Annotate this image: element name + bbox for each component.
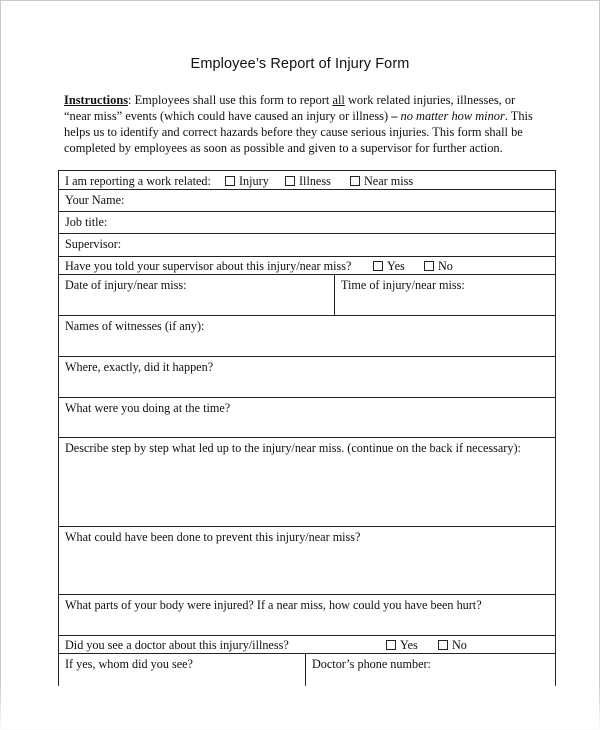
describe-label: Describe step by step what led up to the injury/near miss. (continue on the back if necessary): <box>65 441 521 455</box>
doctor-yes-label: Yes <box>400 638 418 652</box>
instructions-paragraph <box>64 92 542 156</box>
told-yes-option[interactable] <box>373 259 405 274</box>
prevent-field[interactable] <box>59 527 555 595</box>
describe-field[interactable] <box>59 438 555 527</box>
reporting-type-row <box>59 171 555 190</box>
date-of-injury-label: Date of injury/near miss: <box>65 278 187 292</box>
doctor-phone-label: Doctor’s phone number: <box>312 657 431 671</box>
body-parts-label: What parts of your body were injured? If a near miss, how could you have been hurt? <box>65 598 482 612</box>
instructions-text-2: work related injuries, illnesses, or “near miss” events (which could have caused an injury or illness) <box>64 93 516 123</box>
time-of-injury-field[interactable] <box>334 275 555 315</box>
where-field[interactable] <box>59 357 555 398</box>
injury-option[interactable] <box>225 174 269 189</box>
instructions-all: all <box>332 93 345 107</box>
where-label: Where, exactly, did it happen? <box>65 360 214 374</box>
job-title-field[interactable] <box>59 212 555 234</box>
instructions-dash: – <box>391 109 398 123</box>
doctor-yes-option[interactable] <box>386 638 418 653</box>
doctor-row <box>59 636 555 654</box>
page-title: Employee’s Report of Injury Form <box>190 56 410 72</box>
told-no-label: No <box>438 259 453 273</box>
instructions-label: Instructions <box>64 93 129 107</box>
near-miss-option-label: Near miss <box>364 174 414 188</box>
told-yes-checkbox[interactable] <box>373 261 383 271</box>
illness-option-label: Illness <box>299 174 331 188</box>
doctor-no-checkbox[interactable] <box>438 640 448 650</box>
doctor-label: Did you see a doctor about this injury/illness? <box>65 638 289 652</box>
your-name-label: Your Name: <box>65 193 125 207</box>
told-no-option[interactable] <box>424 259 453 274</box>
reporting-type-label: I am reporting a work related: <box>65 174 211 188</box>
job-title-label: Job title: <box>65 215 108 229</box>
doing-field[interactable] <box>59 398 555 438</box>
witnesses-field[interactable] <box>59 316 555 357</box>
told-yes-label: Yes <box>387 259 405 273</box>
prevent-label: What could have been done to prevent this injury/near miss? <box>65 530 361 544</box>
told-supervisor-row <box>59 257 555 275</box>
bottom-fade <box>0 680 600 730</box>
date-time-row <box>59 275 555 316</box>
instructions-text-1: Employees shall use this form to report <box>131 93 333 107</box>
near-miss-checkbox[interactable] <box>350 176 360 186</box>
doctor-no-option[interactable] <box>438 638 467 653</box>
whom-label: If yes, whom did you see? <box>65 657 193 671</box>
injury-checkbox[interactable] <box>225 176 235 186</box>
your-name-field[interactable] <box>59 190 555 212</box>
doing-label: What were you doing at the time? <box>65 401 231 415</box>
instructions-text-3: . This helps us to identify and correct hazards before they cause serious injuries. This form shall be completed by employees as soon as possible and given to a supervisor for further action. <box>64 109 533 155</box>
instructions-no-matter: no matter how minor <box>397 109 505 123</box>
body-parts-field[interactable] <box>59 595 555 636</box>
time-of-injury-label: Time of injury/near miss: <box>341 278 465 292</box>
near-miss-option[interactable] <box>350 174 413 189</box>
illness-checkbox[interactable] <box>285 176 295 186</box>
doctor-no-label: No <box>452 638 467 652</box>
instructions-colon: : <box>128 93 132 107</box>
told-no-checkbox[interactable] <box>424 261 434 271</box>
told-supervisor-label: Have you told your supervisor about this injury/near miss? <box>65 259 352 273</box>
injury-option-label: Injury <box>239 174 269 188</box>
injury-form-table <box>58 170 556 686</box>
illness-option[interactable] <box>285 174 331 189</box>
witnesses-label: Names of witnesses (if any): <box>65 319 205 333</box>
supervisor-field[interactable] <box>59 234 555 257</box>
supervisor-label: Supervisor: <box>65 237 122 251</box>
date-of-injury-field[interactable] <box>59 275 334 315</box>
doctor-yes-checkbox[interactable] <box>386 640 396 650</box>
